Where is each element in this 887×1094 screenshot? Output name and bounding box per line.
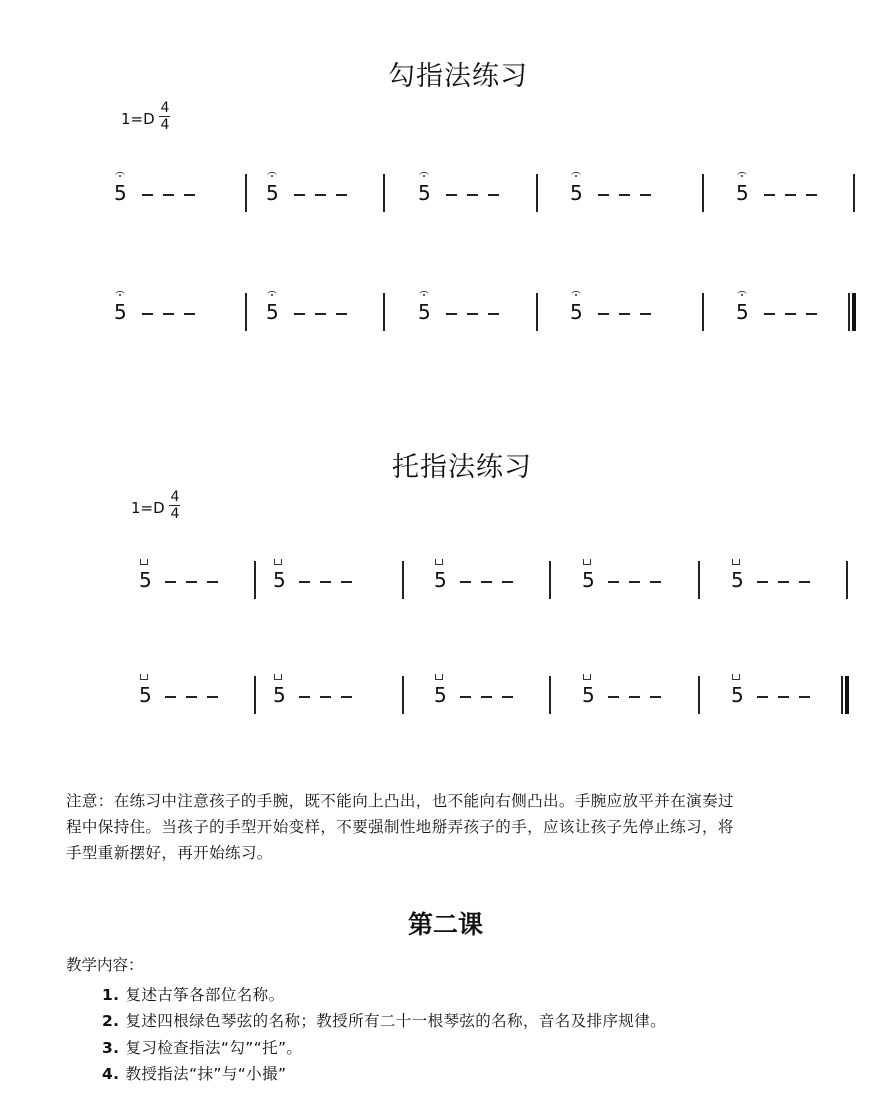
dash xyxy=(598,194,609,196)
dash xyxy=(163,194,174,196)
barline xyxy=(536,293,538,331)
list-item xyxy=(102,1036,302,1058)
dash xyxy=(467,313,478,315)
dash xyxy=(764,194,775,196)
dash xyxy=(608,581,619,583)
dash xyxy=(336,313,347,315)
dash xyxy=(650,581,661,583)
dash xyxy=(806,194,817,196)
dash xyxy=(336,194,347,196)
dash xyxy=(608,696,619,698)
notice-line: 注意：在练习中注意孩子的手腕，既不能向上凸出，也不能向右侧凸出。手腕应放平并在演奏过 xyxy=(66,792,734,810)
dash xyxy=(341,581,352,583)
note: 5 xyxy=(731,568,744,592)
dash xyxy=(757,581,768,583)
barline xyxy=(698,561,700,599)
list-item-text: 复习检查指法“勾”“托”。 xyxy=(125,1039,303,1057)
dash xyxy=(778,581,789,583)
note: 5 xyxy=(570,300,583,324)
dash xyxy=(640,194,651,196)
dash xyxy=(502,696,513,698)
note: 5 xyxy=(266,300,279,324)
final-barline-thin xyxy=(848,293,850,331)
tuo-mark-icon xyxy=(732,559,740,565)
note: 5 xyxy=(570,181,583,205)
dash xyxy=(294,313,305,315)
dash xyxy=(207,581,218,583)
dash xyxy=(460,581,471,583)
tuo-mark-icon xyxy=(274,674,282,680)
note: 5 xyxy=(139,683,152,707)
dash xyxy=(163,313,174,315)
note: 5 xyxy=(434,683,447,707)
dash xyxy=(165,696,176,698)
time-sig-bottom: 4 xyxy=(160,117,170,133)
barline xyxy=(846,561,848,599)
final-barline xyxy=(845,676,849,714)
dash xyxy=(619,194,630,196)
dash xyxy=(785,313,796,315)
tuo-mark-icon xyxy=(583,674,591,680)
dash xyxy=(186,696,197,698)
tuo-mark-icon xyxy=(140,559,148,565)
tuo-mark-icon xyxy=(274,559,282,565)
note: 5 xyxy=(418,300,431,324)
note: 5 xyxy=(266,181,279,205)
exercise1-title: 勾指法练习 xyxy=(388,61,528,92)
dash xyxy=(299,696,310,698)
note: 5 xyxy=(418,181,431,205)
barline xyxy=(245,174,247,212)
exercise1-key: 1=D xyxy=(121,110,155,128)
dash xyxy=(142,194,153,196)
exercise2-key: 1=D xyxy=(131,499,165,517)
note: 5 xyxy=(582,683,595,707)
dash xyxy=(799,581,810,583)
exercise2-title: 托指法练习 xyxy=(392,452,532,483)
list-item-text: 教授指法“抹”与“小撮” xyxy=(125,1065,287,1083)
notice-line: 手型重新摆好，再开始练习。 xyxy=(66,844,273,862)
fermata-icon xyxy=(419,291,429,298)
notice-paragraph xyxy=(66,788,846,866)
note: 5 xyxy=(731,683,744,707)
dash xyxy=(488,194,499,196)
dash xyxy=(446,194,457,196)
dash xyxy=(186,581,197,583)
barline xyxy=(853,174,855,212)
list-item-text: 复述古筝各部位名称。 xyxy=(125,986,285,1004)
time-sig-top: 4 xyxy=(170,489,180,505)
tuo-mark-icon xyxy=(583,559,591,565)
note: 5 xyxy=(273,568,286,592)
fermata-icon xyxy=(267,291,277,298)
dash xyxy=(184,194,195,196)
list-item-text: 复述四根绿色琴弦的名称；教授所有二十一根琴弦的名称，音名及排序规律。 xyxy=(125,1012,667,1030)
barline xyxy=(402,676,404,714)
content-label: 教学内容： xyxy=(66,956,144,974)
tuo-mark-icon xyxy=(732,674,740,680)
dash xyxy=(294,194,305,196)
dash xyxy=(629,581,640,583)
dash xyxy=(502,581,513,583)
dash xyxy=(142,313,153,315)
list-item-number: 3. xyxy=(102,1039,120,1057)
note: 5 xyxy=(139,568,152,592)
dash xyxy=(207,696,218,698)
dash xyxy=(320,581,331,583)
final-barline-thin xyxy=(841,676,843,714)
list-item xyxy=(102,983,285,1005)
lesson-title: 第二课 xyxy=(408,910,484,939)
dash xyxy=(757,696,768,698)
dash xyxy=(320,696,331,698)
fermata-icon xyxy=(419,172,429,179)
tuo-mark-icon xyxy=(435,674,443,680)
note: 5 xyxy=(582,568,595,592)
dash xyxy=(341,696,352,698)
dash xyxy=(785,194,796,196)
barline xyxy=(549,561,551,599)
dash xyxy=(467,194,478,196)
dash xyxy=(488,313,499,315)
final-barline xyxy=(852,293,856,331)
dash xyxy=(650,696,661,698)
list-item xyxy=(102,1062,286,1084)
fermata-icon xyxy=(571,291,581,298)
time-sig-bottom: 4 xyxy=(170,506,180,522)
barline xyxy=(402,561,404,599)
dash xyxy=(184,313,195,315)
fermata-icon xyxy=(571,172,581,179)
barline xyxy=(549,676,551,714)
dash xyxy=(481,696,492,698)
dash xyxy=(640,313,651,315)
fermata-icon xyxy=(267,172,277,179)
barline xyxy=(702,174,704,212)
dash xyxy=(446,313,457,315)
dash xyxy=(315,194,326,196)
barline xyxy=(536,174,538,212)
barline xyxy=(254,676,256,714)
dash xyxy=(806,313,817,315)
note: 5 xyxy=(114,181,127,205)
dash xyxy=(799,696,810,698)
fermata-icon xyxy=(115,172,125,179)
fermata-icon xyxy=(115,291,125,298)
list-item-number: 2. xyxy=(102,1012,120,1030)
dash xyxy=(619,313,630,315)
dash xyxy=(165,581,176,583)
barline xyxy=(245,293,247,331)
tuo-mark-icon xyxy=(140,674,148,680)
dash xyxy=(481,581,492,583)
note: 5 xyxy=(273,683,286,707)
list-item-number: 4. xyxy=(102,1065,120,1083)
barline xyxy=(383,293,385,331)
list-item xyxy=(102,1009,666,1031)
barline xyxy=(383,174,385,212)
barline xyxy=(702,293,704,331)
time-sig-top: 4 xyxy=(160,100,170,116)
note: 5 xyxy=(736,300,749,324)
notice-line: 程中保持住。当孩子的手型开始变样，不要强制性地掰弄孩子的手，应该让孩子先停止练习，将 xyxy=(66,818,734,836)
barline xyxy=(254,561,256,599)
dash xyxy=(778,696,789,698)
dash xyxy=(764,313,775,315)
note: 5 xyxy=(434,568,447,592)
barline xyxy=(698,676,700,714)
fermata-icon xyxy=(737,172,747,179)
list-item-number: 1. xyxy=(102,986,120,1004)
note: 5 xyxy=(736,181,749,205)
note: 5 xyxy=(114,300,127,324)
dash xyxy=(629,696,640,698)
dash xyxy=(460,696,471,698)
tuo-mark-icon xyxy=(435,559,443,565)
dash xyxy=(315,313,326,315)
dash xyxy=(299,581,310,583)
dash xyxy=(598,313,609,315)
fermata-icon xyxy=(737,291,747,298)
